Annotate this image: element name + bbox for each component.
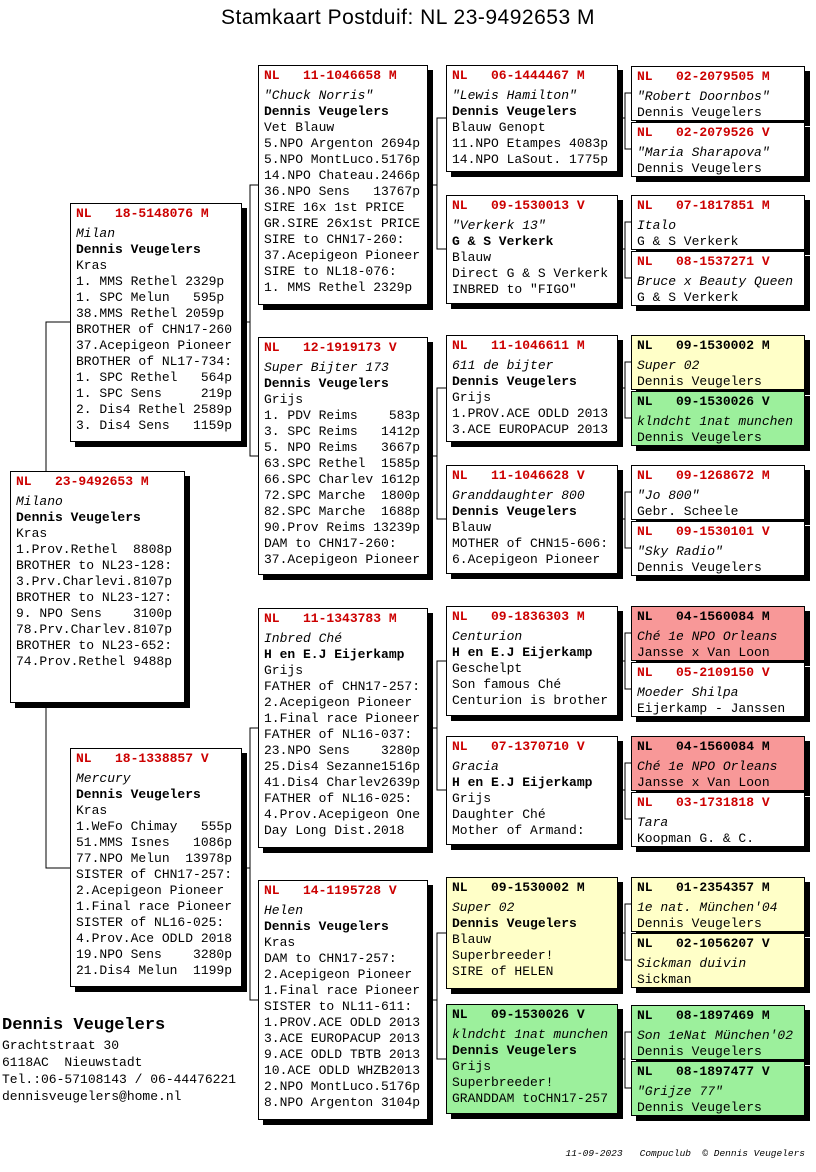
performance-line: 36.NPO Sens 13767p bbox=[264, 184, 421, 199]
owner-name: Sickman bbox=[637, 972, 692, 987]
fancier-name: Dennis Veugelers bbox=[2, 1016, 166, 1035]
pedigree-box-son-munchen-02 bbox=[631, 1005, 805, 1060]
owner-name: Dennis Veugelers bbox=[452, 504, 577, 519]
pedigree-box-verkerk-13 bbox=[446, 195, 618, 304]
performance-line: 82.SPC Marche 1688p bbox=[264, 504, 421, 519]
performance-line: BROTHER of NL17-734: bbox=[76, 354, 233, 369]
pedigree-box-inbred-che bbox=[258, 608, 428, 848]
performance-line: SISTER to NL11-611: bbox=[264, 999, 413, 1014]
owner-name: Dennis Veugelers bbox=[16, 510, 141, 525]
fancier-contact-block bbox=[2, 1015, 236, 1105]
pedigree-box-sky-radio bbox=[631, 521, 805, 576]
ring-number: NL 08-1897469 M bbox=[637, 1008, 770, 1023]
performance-line: 1.PROV.ACE ODLD 2013 bbox=[452, 406, 609, 421]
owner-name: Dennis Veugelers bbox=[637, 1044, 762, 1059]
pigeon-name: 611 de bijter bbox=[452, 358, 554, 373]
page-title: Stamkaart Postduif: NL 23-9492653 M bbox=[221, 6, 595, 29]
performance-line: 1.Prov.Rethel 8808p bbox=[16, 542, 173, 557]
owner-name: Dennis Veugelers bbox=[76, 242, 201, 257]
pedigree-box-tara bbox=[631, 792, 805, 847]
pigeon-name: Moeder Shilpa bbox=[637, 685, 739, 700]
performance-line: Superbreeder! bbox=[452, 1075, 554, 1090]
pedigree-box-munchen-04 bbox=[631, 877, 805, 932]
pigeon-name: Super Bijter 173 bbox=[264, 360, 389, 375]
pigeon-name: Sickman duivin bbox=[637, 956, 747, 971]
pedigree-box-super-02 bbox=[446, 877, 618, 989]
performance-line: 74.Prov.Rethel 9488p bbox=[16, 654, 173, 669]
ring-number: NL 23-9492653 M bbox=[16, 474, 149, 489]
owner-name: Koopman G. & C. bbox=[637, 831, 755, 846]
performance-line: Blauw bbox=[452, 250, 492, 265]
performance-line: 66.SPC Charlev 1612p bbox=[264, 472, 421, 487]
owner-name: H en E.J Eijerkamp bbox=[452, 645, 593, 660]
pedigree-box-611-de-bijter bbox=[446, 335, 618, 442]
pedigree-box-super-02-gen4 bbox=[631, 335, 805, 390]
owner-name: Dennis Veugelers bbox=[452, 1043, 577, 1058]
performance-line: 78.Prv.Charlev.8107p bbox=[16, 622, 173, 637]
performance-line: 2.Acepigeon Pioneer bbox=[76, 883, 225, 898]
pigeon-name: Milan bbox=[76, 226, 116, 241]
pedigree-box-granddaughter-800 bbox=[446, 465, 618, 574]
performance-line: 9. NPO Sens 3100p bbox=[16, 606, 173, 621]
performance-line: Daughter Ché bbox=[452, 807, 546, 822]
owner-name: Dennis Veugelers bbox=[637, 374, 762, 389]
pigeon-name: "Chuck Norris" bbox=[264, 88, 374, 103]
ring-number: NL 11-1046658 M bbox=[264, 68, 397, 83]
performance-line: 41.Dis4 Charlev2639p bbox=[264, 775, 421, 790]
performance-line: DAM to CHN17-260: bbox=[264, 536, 397, 551]
owner-name: H en E.J Eijerkamp bbox=[264, 647, 405, 662]
performance-line: 19.NPO Sens 3280p bbox=[76, 947, 233, 962]
pigeon-name: Mercury bbox=[76, 771, 131, 786]
pigeon-name: Italo bbox=[637, 218, 677, 233]
performance-line: 3.Prv.Charlevi.8107p bbox=[16, 574, 173, 589]
performance-line: 1.Final race Pioneer bbox=[76, 899, 233, 914]
performance-line: Blauw bbox=[452, 520, 492, 535]
pedigree-box-klndcht-munchen-gen4 bbox=[631, 391, 805, 446]
pedigree-box-maria-sharapova bbox=[631, 122, 805, 177]
ring-number: NL 02-2079526 V bbox=[637, 125, 770, 140]
performance-line: 5.NPO MontLuco.5176p bbox=[264, 152, 421, 167]
owner-name: G & S Verkerk bbox=[637, 234, 739, 249]
performance-line: 10.ACE ODLD WHZB2013 bbox=[264, 1063, 421, 1078]
pigeon-name: klndcht 1nat munchen bbox=[452, 1027, 609, 1042]
performance-line: GR.SIRE 26x1st PRICE bbox=[264, 216, 421, 231]
pedigree-box-che-orleans-2 bbox=[631, 736, 805, 791]
performance-line: Grijs bbox=[264, 663, 304, 678]
owner-name: Dennis Veugelers bbox=[76, 787, 201, 802]
performance-line: Centurion is brother bbox=[452, 693, 609, 708]
performance-line: 4.Prov.Acepigeon One bbox=[264, 807, 421, 822]
performance-line: 8.NPO Argenton 3104p bbox=[264, 1095, 421, 1110]
ring-number: NL 09-1530013 V bbox=[452, 198, 585, 213]
pigeon-name: Super 02 bbox=[452, 900, 515, 915]
pedigree-box-robert-doornbos bbox=[631, 66, 805, 121]
performance-line: Vet Blauw bbox=[264, 120, 335, 135]
performance-line: 21.Dis4 Melun 1199p bbox=[76, 963, 233, 978]
ring-number: NL 02-1056207 V bbox=[637, 936, 770, 951]
performance-line: 5. NPO Reims 3667p bbox=[264, 440, 421, 455]
ring-number: NL 11-1046628 V bbox=[452, 468, 585, 483]
performance-line: 6.Acepigeon Pioneer bbox=[452, 552, 601, 567]
pigeon-name: "Lewis Hamilton" bbox=[452, 88, 577, 103]
performance-line: SIRE 16x 1st PRICE bbox=[264, 200, 405, 215]
performance-line: 14.NPO Chateau.2466p bbox=[264, 168, 421, 183]
performance-line: FATHER of NL16-025: bbox=[264, 791, 413, 806]
pigeon-name: Granddaughter 800 bbox=[452, 488, 585, 503]
ring-number: NL 07-1817851 M bbox=[637, 198, 770, 213]
owner-name: H en E.J Eijerkamp bbox=[452, 775, 593, 790]
performance-line: 1.Final race Pioneer bbox=[264, 983, 421, 998]
performance-line: Direct G & S Verkerk bbox=[452, 266, 609, 281]
ring-number: NL 09-1530101 V bbox=[637, 524, 770, 539]
pigeon-name: Bruce x Beauty Queen bbox=[637, 274, 794, 289]
ring-number: NL 09-1530026 V bbox=[637, 394, 770, 409]
pedigree-box-jo-800 bbox=[631, 465, 805, 520]
pigeon-name: Milano bbox=[16, 494, 63, 509]
ring-number: NL 09-1836303 M bbox=[452, 609, 585, 624]
pigeon-name: "Verkerk 13" bbox=[452, 218, 546, 233]
performance-line: MOTHER of CHN15-606: bbox=[452, 536, 609, 551]
pedigree-box-moeder-shilpa bbox=[631, 662, 805, 717]
performance-line: 4.Prov.Ace ODLD 2018 bbox=[76, 931, 233, 946]
ring-number: NL 01-2354357 M bbox=[637, 880, 770, 895]
performance-line: 23.NPO Sens 3280p bbox=[264, 743, 421, 758]
performance-line: Mother of Armand: bbox=[452, 823, 585, 838]
performance-line: 72.SPC Marche 1800p bbox=[264, 488, 421, 503]
performance-line: BROTHER to NL23-652: bbox=[16, 638, 173, 653]
ring-number: NL 14-1195728 V bbox=[264, 883, 397, 898]
owner-name: Dennis Veugelers bbox=[637, 430, 762, 445]
pigeon-name: "Grijze 77" bbox=[637, 1084, 723, 1099]
performance-line: SIRE to NL18-076: bbox=[264, 264, 397, 279]
performance-line: Kras bbox=[76, 258, 108, 273]
performance-line: 90.Prov Reims 13239p bbox=[264, 520, 421, 535]
ring-number: NL 04-1560084 M bbox=[637, 609, 770, 624]
owner-name: Dennis Veugelers bbox=[637, 105, 762, 120]
performance-line: Kras bbox=[264, 935, 296, 950]
performance-line: INBRED to "FIGO" bbox=[452, 282, 577, 297]
pigeon-name: Ché 1e NPO Orleans bbox=[637, 759, 778, 774]
performance-line: Kras bbox=[76, 803, 108, 818]
owner-name: Jansse x Van Loon bbox=[637, 775, 770, 790]
ring-number: NL 09-1530026 V bbox=[452, 1007, 585, 1022]
ring-number: NL 09-1530002 M bbox=[637, 338, 770, 353]
owner-name: Eijerkamp - Janssen bbox=[637, 701, 786, 716]
pedigree-box-klndcht-munchen bbox=[446, 1004, 618, 1114]
performance-line: 1. MMS Rethel 2329p bbox=[264, 280, 413, 295]
pigeon-name: "Robert Doornbos" bbox=[637, 89, 770, 104]
performance-line: Geschelpt bbox=[452, 661, 523, 676]
pedigree-box-che-orleans-1 bbox=[631, 606, 805, 661]
ring-number: NL 18-1338857 V bbox=[76, 751, 209, 766]
performance-line: Blauw bbox=[452, 932, 492, 947]
performance-line: 2.Acepigeon Pioneer bbox=[264, 695, 413, 710]
performance-line: 1. SPC Rethel 564p bbox=[76, 370, 233, 385]
pigeon-name: Super 02 bbox=[637, 358, 700, 373]
ring-number: NL 02-2079505 M bbox=[637, 69, 770, 84]
owner-name: Dennis Veugelers bbox=[452, 104, 577, 119]
performance-line: 1.PROV.ACE ODLD 2013 bbox=[264, 1015, 421, 1030]
performance-line: BROTHER to NL23-128: bbox=[16, 558, 173, 573]
performance-line: 25.Dis4 Sezanne1516p bbox=[264, 759, 421, 774]
pedigree-box-gracia bbox=[446, 736, 618, 845]
pigeon-name: Ché 1e NPO Orleans bbox=[637, 629, 778, 644]
fancier-street: Grachtstraat 30 bbox=[2, 1038, 120, 1053]
pigeon-name: "Maria Sharapova" bbox=[637, 145, 770, 160]
ring-number: NL 09-1530002 M bbox=[452, 880, 585, 895]
performance-line: Kras bbox=[16, 526, 48, 541]
performance-line: 11.NPO Etampes 4083p bbox=[452, 136, 609, 151]
ring-number: NL 05-2109150 V bbox=[637, 665, 770, 680]
owner-name: Gebr. Scheele bbox=[637, 504, 739, 519]
performance-line: SIRE of HELEN bbox=[452, 964, 554, 979]
performance-line: FATHER of CHN17-257: bbox=[264, 679, 421, 694]
performance-line: SISTER of NL16-025: bbox=[76, 915, 225, 930]
ring-number: NL 08-1897477 V bbox=[637, 1064, 770, 1079]
pedigree-box-italo bbox=[631, 195, 805, 250]
performance-line: 3. SPC Reims 1412p bbox=[264, 424, 421, 439]
owner-name: G & S Verkerk bbox=[637, 290, 739, 305]
owner-name: G & S Verkerk bbox=[452, 234, 554, 249]
pedigree-box-centurion bbox=[446, 606, 618, 716]
performance-line: 2.Acepigeon Pioneer bbox=[264, 967, 413, 982]
performance-line: Superbreeder! bbox=[452, 948, 554, 963]
pedigree-box-lewis-hamilton bbox=[446, 65, 618, 172]
pedigree-box-grijze-77 bbox=[631, 1061, 805, 1116]
ring-number: NL 06-1444467 M bbox=[452, 68, 585, 83]
performance-line: 38.MMS Rethel 2059p bbox=[76, 306, 225, 321]
pigeon-name: klndcht 1nat munchen bbox=[637, 414, 794, 429]
pedigree-box-milano bbox=[10, 471, 185, 703]
owner-name: Dennis Veugelers bbox=[264, 376, 389, 391]
ring-number: NL 07-1370710 V bbox=[452, 739, 585, 754]
owner-name: Jansse x Van Loon bbox=[637, 645, 770, 660]
fancier-phone: Tel.:06-57108143 / 06-44476221 bbox=[2, 1072, 237, 1087]
owner-name: Dennis Veugelers bbox=[264, 919, 389, 934]
performance-line: 37.Acepigeon Pioneer bbox=[264, 552, 421, 567]
pedigree-box-helen bbox=[258, 880, 428, 1120]
performance-line: Blauw Genopt bbox=[452, 120, 546, 135]
pedigree-box-chuck-norris bbox=[258, 65, 428, 305]
performance-line: 1.Final race Pioneer bbox=[264, 711, 421, 726]
performance-line: DAM to CHN17-257: bbox=[264, 951, 397, 966]
performance-line: 77.NPO Melun 13978p bbox=[76, 851, 233, 866]
performance-line: 63.SPC Rethel 1585p bbox=[264, 456, 421, 471]
performance-line: 3.ACE EUROPACUP 2013 bbox=[452, 422, 609, 437]
performance-line: 2. Dis4 Rethel 2589p bbox=[76, 402, 233, 417]
performance-line: 5.NPO Argenton 2694p bbox=[264, 136, 421, 151]
performance-line: 1. SPC Melun 595p bbox=[76, 290, 225, 305]
pigeon-name: Inbred Ché bbox=[264, 631, 343, 646]
performance-line: Grijs bbox=[452, 390, 492, 405]
performance-line: 3. Dis4 Sens 1159p bbox=[76, 418, 233, 433]
performance-line: 2.NPO MontLuco.5176p bbox=[264, 1079, 421, 1094]
pigeon-name: Helen bbox=[264, 903, 304, 918]
performance-line: 1. SPC Sens 219p bbox=[76, 386, 233, 401]
performance-line: 9.ACE ODLD TBTB 2013 bbox=[264, 1047, 421, 1062]
performance-line: FATHER of NL16-037: bbox=[264, 727, 413, 742]
owner-name: Dennis Veugelers bbox=[452, 374, 577, 389]
pedigree-box-super-bijter-173 bbox=[258, 337, 428, 575]
performance-line: Grijs bbox=[452, 791, 492, 806]
ring-number: NL 12-1919173 V bbox=[264, 340, 397, 355]
owner-name: Dennis Veugelers bbox=[264, 104, 389, 119]
performance-line: BROTHER of CHN17-260 bbox=[76, 322, 233, 337]
print-info: 11-09-2023 Compuclub © Dennis Veugelers bbox=[565, 1148, 805, 1159]
performance-line: SIRE to CHN17-260: bbox=[264, 232, 405, 247]
performance-line: 37.Acepigeon Pioneer bbox=[264, 248, 421, 263]
ring-number: NL 08-1537271 V bbox=[637, 254, 770, 269]
pigeon-name: Gracia bbox=[452, 759, 499, 774]
pedigree-box-mercury bbox=[70, 748, 242, 987]
performance-line: SISTER of CHN17-257: bbox=[76, 867, 233, 882]
owner-name: Dennis Veugelers bbox=[637, 560, 762, 575]
ring-number: NL 11-1046611 M bbox=[452, 338, 585, 353]
ring-number: NL 03-1731818 V bbox=[637, 795, 770, 810]
performance-line: Grijs bbox=[264, 392, 304, 407]
pigeon-name: Centurion bbox=[452, 629, 523, 644]
pigeon-name: "Sky Radio" bbox=[637, 544, 723, 559]
ring-number: NL 11-1343783 M bbox=[264, 611, 397, 626]
pedigree-box-milan bbox=[70, 203, 242, 442]
ring-number: NL 18-5148076 M bbox=[76, 206, 209, 221]
performance-line: 3.ACE EUROPACUP 2013 bbox=[264, 1031, 421, 1046]
owner-name: Dennis Veugelers bbox=[637, 1100, 762, 1115]
performance-line: GRANDDAM toCHN17-257 bbox=[452, 1091, 609, 1106]
performance-line: 1. PDV Reims 583p bbox=[264, 408, 421, 423]
performance-line: 51.MMS Isnes 1086p bbox=[76, 835, 233, 850]
performance-line: Grijs bbox=[452, 1059, 492, 1074]
owner-name: Dennis Veugelers bbox=[637, 161, 762, 176]
performance-line: BROTHER to NL23-127: bbox=[16, 590, 173, 605]
ring-number: NL 09-1268672 M bbox=[637, 468, 770, 483]
owner-name: Dennis Veugelers bbox=[452, 916, 577, 931]
owner-name: Dennis Veugelers bbox=[637, 916, 762, 931]
performance-line: Son famous Ché bbox=[452, 677, 562, 692]
performance-line: 1.WeFo Chimay 555p bbox=[76, 819, 233, 834]
performance-line: 37.Acepigeon Pioneer bbox=[76, 338, 233, 353]
performance-line: 14.NPO LaSout. 1775p bbox=[452, 152, 609, 167]
ring-number: NL 04-1560084 M bbox=[637, 739, 770, 754]
pigeon-name: Son 1eNat München'02 bbox=[637, 1028, 794, 1043]
pigeon-name: Tara bbox=[637, 815, 669, 830]
pigeon-name: 1e nat. München'04 bbox=[637, 900, 778, 915]
pedigree-box-sickman-duivin bbox=[631, 933, 805, 988]
performance-line: 1. MMS Rethel 2329p bbox=[76, 274, 225, 289]
pigeon-name: "Jo 800" bbox=[637, 488, 700, 503]
pedigree-box-bruce-x-beauty-queen bbox=[631, 251, 805, 306]
fancier-city: 6118AC Nieuwstadt bbox=[2, 1055, 143, 1070]
fancier-email: dennisveugelers@home.nl bbox=[2, 1089, 182, 1104]
performance-line: Day Long Dist.2018 bbox=[264, 823, 405, 838]
